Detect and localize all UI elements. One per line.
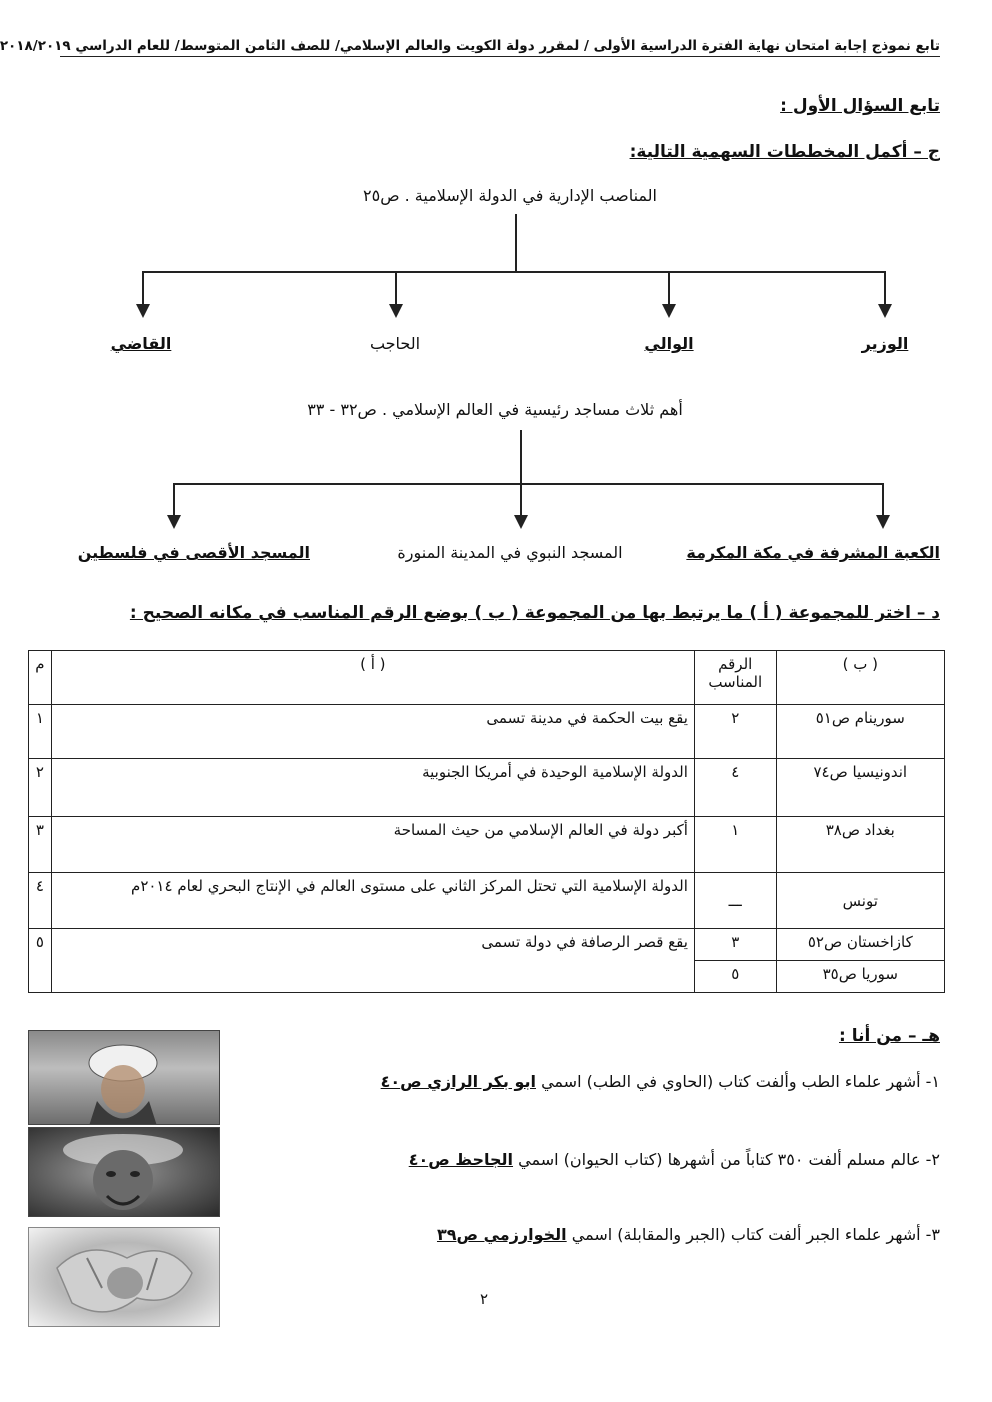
diagram1-title: المناصب الإدارية في الدولة الإسلامية . ص٢٥ [363,186,657,205]
who-am-i-item [437,1225,940,1244]
diagram1-item: القاضي [110,334,172,353]
who-am-i-item [409,1150,940,1169]
who-answer: الخوارزمي ص٣٩ [436,1225,567,1244]
scholar-portrait [28,1127,220,1217]
cell-n: ٣ [694,929,776,961]
scholar-portrait [28,1030,220,1125]
cell-a: الدولة الإسلامية الوحيدة في أمريكا الجنوبية [51,759,694,817]
who-answer: الجاحظ ص٤٠ [408,1150,514,1169]
scholar-portrait [28,1227,220,1327]
table-row [29,817,945,873]
question-continued-title: تابع السؤال الأول : [780,96,940,116]
header-a: ( أ ) [51,651,694,705]
diagram2-arrow-line [520,483,522,517]
cell-b: تونس [776,873,944,929]
part-d-title: د – اختر للمجموعة ( أ ) ما يرتبط بها من المجموعة ( ب ) بوضع الرقم المناسب في مكانه الصحيح : [129,603,940,623]
portrait-image-icon [28,1031,219,1125]
cell-a: الدولة الإسلامية التي تحتل المركز الثاني على مستوى العالم في الإنتاج البحري لعام ٢٠١٤م [51,873,694,929]
diagram2-stem [520,430,522,484]
cell-n: ٥ [694,961,776,993]
portrait-image-icon [28,1128,219,1217]
table-header-row [29,651,945,705]
matching-table [28,650,945,993]
portrait-image-icon [28,1228,219,1327]
diagram1-arrow-line [142,271,144,307]
cell-n: ١ [694,817,776,873]
cell-a: أكبر دولة في العالم الإسلامي من حيث المساحة [51,817,694,873]
arrow-down-icon [876,515,890,529]
who-question: ٢- عالم مسلم ألفت ٣٥٠ كتاباً من أشهرها (كتاب الحيوان) اسمي [513,1150,940,1169]
who-question: ٣- أشهر علماء الجبر ألفت كتاب (الجبر والمقابلة) اسمي [566,1225,940,1244]
header-title: تابع نموذج إجابة امتحان نهاية الفترة الدراسية الأولى / لمقرر دولة الكويت والعالم الإسلامي/ للصف الثامن المتوسط/ للعام الدراسي ٢٠١٨/٢٠١٩ [60,38,940,57]
diagram2-title: أهم ثلاث مساجد رئيسية في العالم الإسلامي . ص٣٢ - ٣٣ [307,400,683,419]
header-num: م [29,651,52,705]
header-b: ( ب ) [776,651,944,705]
part-h-title: هـ – من أنا : [839,1026,940,1046]
cell-a: يقع قصر الرصافة في دولة تسمى [51,929,694,993]
who-question: ١- أشهر علماء الطب وألفت كتاب (الحاوي في الطب) اسمي [536,1072,940,1091]
diagram1-arrow-line [884,271,886,307]
diagram2-item: الكعبة المشرفة في مكة المكرمة [686,543,940,562]
cell-num: ١ [29,705,52,759]
arrow-down-icon [662,304,676,318]
diagram1-bar [142,271,886,273]
arrow-down-icon [136,304,150,318]
diagram1-arrow-line [668,271,670,307]
cell-n: ـــ [694,873,776,929]
page-number: ٢ [480,1290,489,1308]
cell-a: يقع بيت الحكمة في مدينة تسمى [51,705,694,759]
cell-n: ٢ [694,705,776,759]
who-am-i-item [381,1072,940,1091]
diagram2-item: المسجد الأقصى في فلسطين [77,543,310,562]
diagram2-arrow-line [882,483,884,517]
arrow-down-icon [878,304,892,318]
diagram2-item: المسجد النبوي في المدينة المنورة [397,543,623,562]
cell-b: بغداد ص٣٨ [776,817,944,873]
cell-b: سوريا ص٣٥ [776,961,944,993]
arrow-down-icon [514,515,528,529]
table-row [29,873,945,929]
cell-n: ٤ [694,759,776,817]
cell-num: ٤ [29,873,52,929]
cell-num: ٥ [29,929,52,993]
cell-num: ٣ [29,817,52,873]
table-row [29,929,945,961]
diagram1-item: الوزير [861,334,909,353]
cell-num: ٢ [29,759,52,817]
diagram1-stem [515,214,517,272]
arrow-down-icon [389,304,403,318]
arrow-down-icon [167,515,181,529]
header-n: الرقم المناسب [694,651,776,705]
diagram1-arrow-line [395,271,397,307]
diagram1-item: الوالي [644,334,694,353]
diagram1-item: الحاجب [369,334,421,353]
cell-b: كازاخستان ص٥٢ [776,929,944,961]
diagram2-arrow-line [173,483,175,517]
cell-b: اندونيسيا ص٧٤ [776,759,944,817]
table-row [29,705,945,759]
who-answer: ابو بكر الرازي ص٤٠ [380,1072,536,1091]
diagram2-bar [173,483,884,485]
part-c-title: ج – أكمل المخططات السهمية التالية: [629,142,940,162]
cell-b: سورينام ص٥١ [776,705,944,759]
table-row [29,759,945,817]
